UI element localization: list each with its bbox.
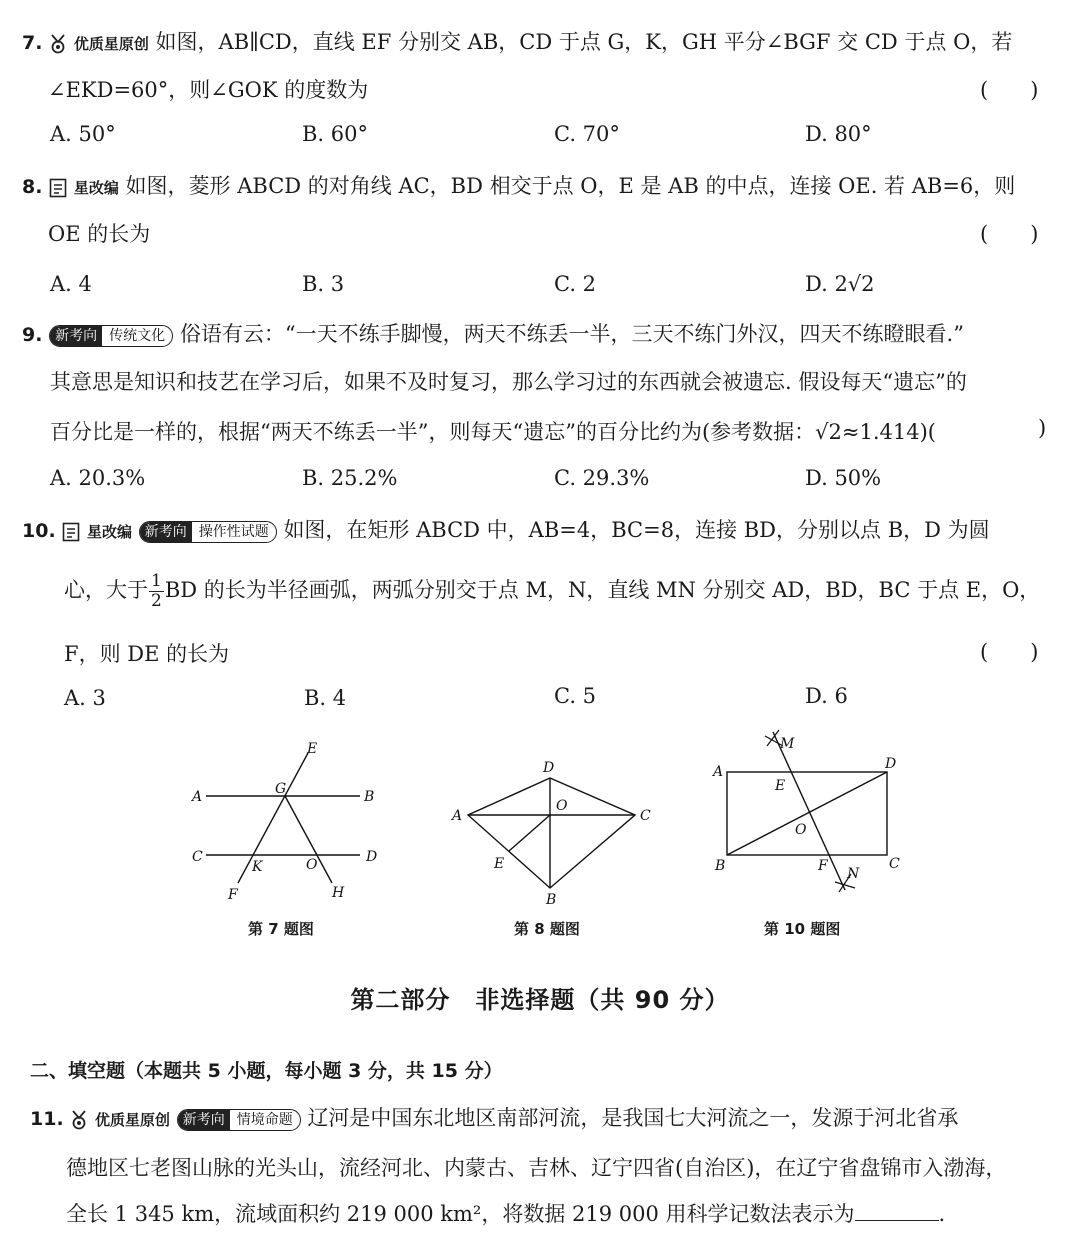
figure-7-caption: 第 7 题图 bbox=[248, 920, 314, 938]
q10-line2 bbox=[64, 572, 1040, 611]
fig7-label-c: C bbox=[192, 849, 203, 865]
q10-option-a: A. 3 bbox=[64, 686, 106, 710]
q10-tag-pill bbox=[139, 521, 277, 543]
figure-10 bbox=[705, 722, 915, 902]
q8-text-2: OE 的长为 bbox=[48, 222, 151, 246]
q10-line1 bbox=[22, 514, 990, 544]
q10-number: 10. bbox=[22, 520, 56, 542]
q9-option-d: D. 50% bbox=[805, 466, 882, 490]
q7-number: 7. bbox=[22, 32, 43, 54]
q8-number: 8. bbox=[22, 176, 43, 198]
q9-text-1: 俗语有云：“一天不练手脚慢，两天不练丢一半，三天不练门外汉，四天不练瞪眼看.” bbox=[179, 322, 964, 346]
fig7-label-f: F bbox=[228, 887, 238, 903]
q10-text-1: 如图，在矩形 ABCD 中，AB=4，BC=8，连接 BD，分别以点 B，D 为圆 bbox=[283, 518, 990, 542]
fig10-label-b: B bbox=[715, 858, 726, 874]
q9-pill-light: 传统文化 bbox=[109, 327, 166, 344]
fig7-label-k: K bbox=[252, 859, 263, 875]
q8-option-d: D. 2√2 bbox=[805, 272, 875, 296]
fig10-line-mn bbox=[773, 732, 845, 890]
q10-option-b: B. 4 bbox=[304, 686, 347, 710]
medal-icon bbox=[70, 1110, 88, 1130]
q11-line1 bbox=[30, 1102, 958, 1132]
fig10-label-o: O bbox=[795, 822, 807, 838]
q7-option-b: B. 60° bbox=[302, 122, 369, 146]
q9-pill-dark: 新考向 bbox=[50, 326, 102, 346]
fig7-label-e: E bbox=[307, 741, 318, 757]
q11-text-1: 辽河是中国东北地区南部河流，是我国七大河流之一，发源于河北省承 bbox=[307, 1106, 959, 1130]
fig10-label-n: N bbox=[847, 866, 860, 882]
q11-pill-light: 情境命题 bbox=[236, 1111, 293, 1128]
fig10-label-m: M bbox=[780, 736, 795, 752]
q9-line1 bbox=[22, 318, 964, 348]
fig10-diagonal-bd bbox=[727, 772, 887, 855]
q8-line1 bbox=[22, 170, 1015, 200]
q7-text-2: ∠EKD=60°，则∠GOK 的度数为 bbox=[48, 78, 369, 102]
q8-tag: 星改编 bbox=[73, 179, 119, 197]
q10-pill-dark: 新考向 bbox=[140, 522, 192, 542]
fig10-label-d: D bbox=[885, 756, 897, 772]
q11-pill-dark: 新考向 bbox=[178, 1110, 230, 1130]
q8-option-a: A. 4 bbox=[50, 272, 92, 296]
fig7-label-a: A bbox=[192, 789, 203, 805]
figure-8 bbox=[440, 730, 670, 910]
part-title: 第二部分 非选择题（共 90 分） bbox=[350, 986, 730, 1014]
figure-7 bbox=[180, 735, 400, 910]
figure-10-caption: 第 10 题图 bbox=[764, 920, 841, 938]
fig8-label-c: C bbox=[640, 808, 651, 824]
q10-frac-num: 1 bbox=[151, 571, 162, 591]
q9-text-2: 其意思是知识和技艺在学习后，如果不及时复习，那么学习过的东西就会被遗忘. 假设每天“遗忘”的 bbox=[50, 370, 967, 394]
fig10-label-a: A bbox=[713, 764, 724, 780]
q11-number: 11. bbox=[30, 1108, 64, 1130]
fig8-label-b: B bbox=[546, 892, 557, 908]
q10-text-2a: 心，大于 bbox=[64, 578, 148, 602]
document-icon bbox=[62, 522, 80, 542]
q11-text-2: 德地区七老图山脉的光头山，流经河北、内蒙古、吉林、辽宁四省(自治区)，在辽宁省盘锦市入渤海， bbox=[66, 1156, 1007, 1180]
q7-answer-paren: ( ) bbox=[980, 78, 1039, 102]
figure-8-caption: 第 8 题图 bbox=[514, 920, 580, 938]
q7-text-1: 如图，AB∥CD，直线 EF 分别交 AB，CD 于点 G，K，GH 平分∠BGF 交 CD 于点 O，若 bbox=[155, 30, 1013, 54]
q11-text-3: 全长 1 345 km，流域面积约 219 000 km²，将数据 219 000 用科学记数法表示为 bbox=[66, 1202, 855, 1226]
q9-option-c: C. 29.3% bbox=[554, 466, 650, 490]
fig7-label-d: D bbox=[366, 849, 378, 865]
q8-answer-paren: ( ) bbox=[980, 222, 1039, 246]
q7-option-c: C. 70° bbox=[554, 122, 620, 146]
q9-paren-close: ) bbox=[1038, 416, 1047, 440]
q10-option-d: D. 6 bbox=[805, 684, 848, 708]
q9-option-b: B. 25.2% bbox=[302, 466, 398, 490]
section-heading: 二、填空题（本题共 5 小题，每小题 3 分，共 15 分） bbox=[30, 1060, 503, 1082]
fig7-label-h: H bbox=[332, 885, 345, 901]
q9-number: 9. bbox=[22, 324, 43, 346]
fig10-label-f: F bbox=[818, 858, 828, 874]
fig7-label-g: G bbox=[275, 781, 287, 797]
q7-option-a: A. 50° bbox=[50, 122, 116, 146]
document-icon bbox=[49, 178, 67, 198]
q10-tag: 星改编 bbox=[87, 523, 133, 541]
q8-option-b: B. 3 bbox=[302, 272, 345, 296]
fig8-label-a: A bbox=[452, 808, 463, 824]
fig7-label-o: O bbox=[306, 857, 318, 873]
fig10-label-c: C bbox=[889, 856, 900, 872]
q8-text-1: 如图，菱形 ABCD 的对角线 AC，BD 相交于点 O，E 是 AB 的中点，连接 OE. 若 AB=6，则 bbox=[125, 174, 1016, 198]
fig8-label-d: D bbox=[543, 760, 555, 776]
q10-fraction bbox=[149, 572, 164, 611]
q9-tag-pill bbox=[49, 325, 173, 347]
q7-tag: 优质星原创 bbox=[73, 35, 149, 53]
q10-pill-light: 操作性试题 bbox=[198, 523, 269, 540]
q11-tag: 优质星原创 bbox=[95, 1111, 171, 1129]
fig8-label-e: E bbox=[494, 856, 505, 872]
medal-icon bbox=[49, 34, 67, 54]
fig8-segment-oe bbox=[509, 815, 550, 851]
q9-option-a: A. 20.3% bbox=[50, 466, 146, 490]
q10-frac-den: 2 bbox=[151, 591, 162, 611]
q10-text-2b: BD 的长为半径画弧，两弧分别交于点 M，N，直线 MN 分别交 AD，BD，BC 于点 E，O， bbox=[164, 578, 1041, 602]
q11-line3 bbox=[66, 1198, 945, 1228]
q10-option-c: C. 5 bbox=[554, 684, 597, 708]
q10-text-3: F，则 DE 的长为 bbox=[64, 642, 230, 666]
q10-answer-paren: ( ) bbox=[980, 640, 1039, 664]
fig8-label-o: O bbox=[556, 798, 568, 814]
q9-text-3: 百分比是一样的，根据“两天不练丢一半”，则每天“遗忘”的百分比约为(参考数据：√2≈1.414)( bbox=[50, 420, 936, 444]
fig7-label-b: B bbox=[364, 789, 375, 805]
fig10-label-e: E bbox=[775, 778, 786, 794]
q7-option-d: D. 80° bbox=[805, 122, 872, 146]
q11-end: . bbox=[938, 1202, 946, 1226]
q7-line1 bbox=[22, 26, 1012, 56]
q11-tag-pill bbox=[177, 1109, 301, 1131]
q8-option-c: C. 2 bbox=[554, 272, 597, 296]
q11-answer-blank[interactable] bbox=[855, 1202, 939, 1221]
